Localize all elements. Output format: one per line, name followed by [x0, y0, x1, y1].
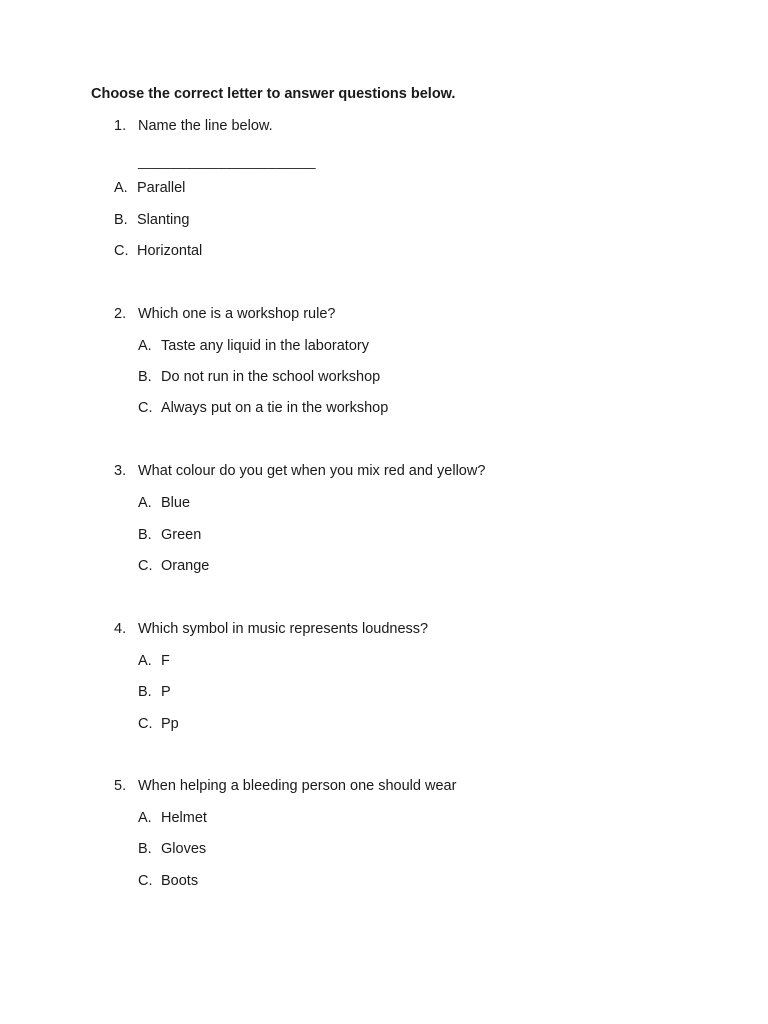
- option-text: P: [161, 684, 171, 700]
- q1-option-b: [114, 211, 189, 229]
- question-text: When helping a bleeding person one should wear: [138, 778, 457, 794]
- question-text: Which symbol in music represents loudness?: [138, 621, 429, 637]
- option-text: F: [161, 653, 170, 669]
- option-text: Blue: [161, 495, 191, 511]
- q2-option-a: [138, 337, 369, 355]
- option-text: Horizontal: [137, 243, 203, 259]
- option-text: Parallel: [137, 180, 186, 196]
- question-number: 4.: [114, 621, 127, 637]
- question-2: [114, 305, 335, 323]
- option-text: Orange: [161, 558, 210, 574]
- option-letter: C.: [114, 243, 129, 259]
- option-letter: C.: [138, 716, 153, 732]
- q1-option-c: [114, 242, 202, 260]
- option-letter: C.: [138, 558, 153, 574]
- option-letter: B.: [114, 212, 128, 228]
- q4-option-c: [138, 715, 179, 733]
- option-letter: A.: [114, 180, 128, 196]
- option-text: Slanting: [137, 212, 190, 228]
- q5-option-a: [138, 809, 207, 827]
- q4-option-a: [138, 652, 170, 670]
- option-text: Boots: [161, 873, 199, 889]
- question-3: [114, 462, 485, 480]
- option-letter: B.: [138, 369, 152, 385]
- option-text: Pp: [161, 716, 179, 732]
- option-text: Helmet: [161, 810, 207, 826]
- question-1: [114, 117, 273, 135]
- question-4: [114, 620, 428, 638]
- question-text: What colour do you get when you mix red and yellow?: [138, 463, 486, 479]
- q3-option-c: [138, 557, 209, 575]
- option-letter: A.: [138, 653, 152, 669]
- q3-option-b: [138, 526, 201, 544]
- question-text: Which one is a workshop rule?: [138, 306, 336, 322]
- q3-option-a: [138, 494, 190, 512]
- option-text: Do not run in the school workshop: [161, 369, 381, 385]
- question-number: 5.: [114, 778, 127, 794]
- option-text: Green: [161, 527, 202, 543]
- option-letter: C.: [138, 873, 153, 889]
- question-5: [114, 777, 456, 795]
- question-text: Name the line below.: [138, 118, 273, 134]
- question-number: 1.: [114, 118, 127, 134]
- option-letter: A.: [138, 338, 152, 354]
- q1-option-a: [114, 179, 185, 197]
- option-letter: B.: [138, 684, 152, 700]
- instructions-heading: Choose the correct letter to answer questions below.: [91, 86, 456, 102]
- q2-option-b: [138, 368, 380, 386]
- option-text: Gloves: [161, 841, 207, 857]
- q5-option-b: [138, 840, 206, 858]
- question-number: 3.: [114, 463, 127, 479]
- option-text: Taste any liquid in the laboratory: [161, 338, 369, 354]
- question-number: 2.: [114, 306, 127, 322]
- q2-option-c: [138, 399, 388, 417]
- q4-option-b: [138, 683, 171, 701]
- option-letter: A.: [138, 810, 152, 826]
- answer-blank-line: ______________________: [138, 153, 316, 169]
- q5-option-c: [138, 872, 198, 890]
- option-letter: B.: [138, 841, 152, 857]
- option-letter: A.: [138, 495, 152, 511]
- option-text: Always put on a tie in the workshop: [161, 400, 389, 416]
- option-letter: C.: [138, 400, 153, 416]
- option-letter: B.: [138, 527, 152, 543]
